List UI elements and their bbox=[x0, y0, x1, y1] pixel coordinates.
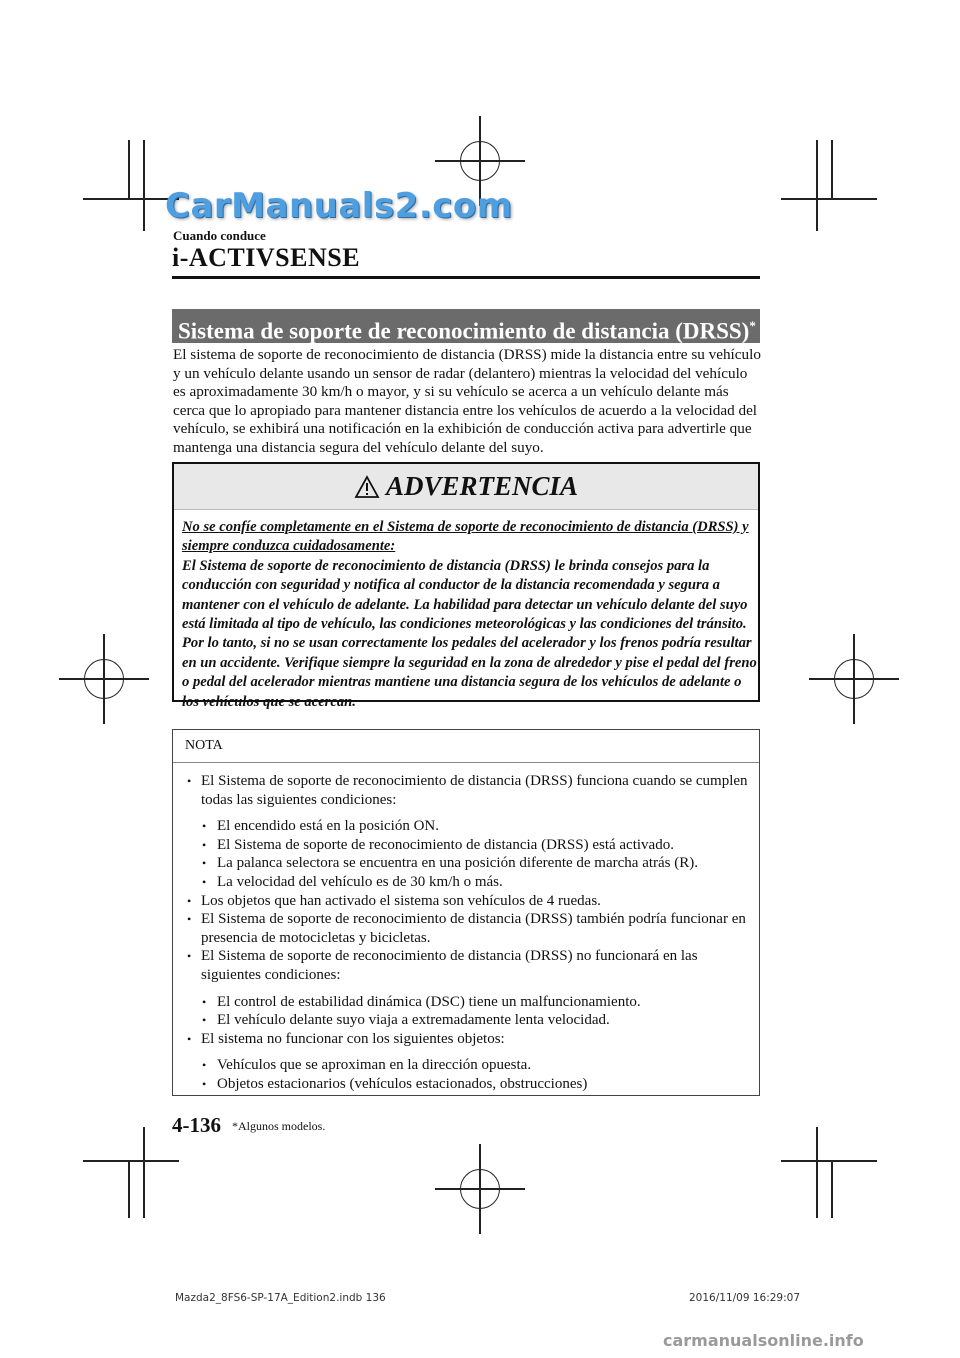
note-body bbox=[173, 763, 759, 1094]
crop-mark bbox=[831, 140, 833, 198]
header-rule bbox=[172, 276, 760, 279]
note-box bbox=[172, 729, 760, 1096]
note-subitem: • El encendido está en la posición ON. bbox=[173, 817, 759, 836]
crop-mark bbox=[781, 1160, 877, 1162]
warning-box bbox=[172, 462, 760, 710]
topic-heading-text: Sistema de soporte de reconocimiento de distancia (DRSS) bbox=[178, 318, 750, 344]
registration-mark bbox=[435, 1144, 525, 1234]
crop-mark bbox=[143, 1127, 145, 1218]
note-subitem: • Objetos estacionarios (vehículos estacionados, obstrucciones) bbox=[173, 1075, 759, 1094]
note-subitem: • El vehículo delante suyo viaja a extremadamente lenta velocidad. bbox=[173, 1011, 759, 1030]
crop-mark bbox=[128, 140, 130, 198]
intro-paragraph: El sistema de soporte de reconocimiento de distancia (DRSS) mide la distancia entre su vehículo y un vehículo delante usando un sensor de radar (delantero) mientras la velocidad del vehículo es aproximadamente 30 km/h o mayor, y si su vehículo se acerca a un vehículo delante más cerca que lo apropiado para mantener distancia entre los vehículos de acuerdo a la velocidad del vehículo, se exhibirá una notificación en la exhibición de conducción activa para advertirle que mantenga una distancia segura del vehículo delante del suyo. bbox=[173, 346, 761, 456]
note-item: • El sistema no funcionar con los siguientes objetos: bbox=[173, 1030, 759, 1049]
warning-triangle-icon bbox=[354, 475, 380, 499]
registration-mark bbox=[809, 634, 899, 724]
watermark-logo: CarManuals2.com bbox=[165, 186, 513, 226]
note-subitem: • La palanca selectora se encuentra en una posición diferente de marcha atrás (R). bbox=[173, 854, 759, 873]
footnote: *Algunos modelos. bbox=[232, 1119, 326, 1133]
warning-text: El Sistema de soporte de reconocimiento de distancia (DRSS) le brinda consejos para la conducción con seguridad y notifica al conductor de la distancia recomendada y segura a mantener con el vehículo de adelante. La habilidad para detectar un vehículo delante del suyo está limitada al tipo de vehículo, las condiciones meteorológicas y las condiciones del tránsito. Por lo tanto, si no se usan correctamente los pedales del acelerador y los frenos podría resultar en un accidente. Verifique siempre la seguridad en la zona de alrededor y pise el pedal del freno o pedal del acelerador mientras mantiene una distancia segura de los vehículos de adelante o los vehículos que se acercan. bbox=[182, 557, 757, 710]
note-item: • El Sistema de soporte de reconocimiento de distancia (DRSS) también podría funcionar en presencia de motocicletas y bicicletas. bbox=[173, 910, 759, 947]
warning-body bbox=[174, 510, 758, 712]
note-subitem: • El Sistema de soporte de reconocimiento de distancia (DRSS) está activado. bbox=[173, 836, 759, 855]
crop-mark bbox=[143, 140, 145, 231]
crop-mark bbox=[128, 1160, 130, 1218]
note-subitem: • La velocidad del vehículo es de 30 km/h o más. bbox=[173, 873, 759, 892]
section-subtitle: Cuando conduce bbox=[173, 228, 266, 243]
note-subitem: • El control de estabilidad dinámica (DSC) tiene un malfuncionamiento. bbox=[173, 993, 759, 1012]
note-subitem: • Vehículos que se aproximan en la dirección opuesta. bbox=[173, 1056, 759, 1075]
page-number: 4-136 bbox=[172, 1113, 221, 1137]
section-title: i-ACTIVSENSE bbox=[172, 243, 361, 272]
crop-mark bbox=[781, 198, 877, 200]
print-date: 2016/11/09 16:29:07 bbox=[689, 1292, 801, 1304]
note-title: NOTA bbox=[173, 730, 759, 763]
crop-mark bbox=[816, 1127, 818, 1218]
crop-mark bbox=[816, 140, 818, 231]
topic-heading bbox=[172, 309, 760, 343]
warning-lead: No se confíe completamente en el Sistema de soporte de reconocimiento de distancia (DRSS) y siempre conduzca cuidadosamente: bbox=[182, 519, 749, 555]
crop-mark bbox=[83, 1160, 179, 1162]
warning-title: ADVERTENCIA bbox=[385, 471, 579, 501]
note-item: • El Sistema de soporte de reconocimiento de distancia (DRSS) funciona cuando se cumplen todas las siguientes condiciones: bbox=[173, 772, 759, 809]
registration-mark bbox=[59, 634, 149, 724]
note-item: • El Sistema de soporte de reconocimiento de distancia (DRSS) no funcionará en las siguientes condiciones: bbox=[173, 947, 759, 984]
footer-watermark: carmanualsonline.info bbox=[663, 1331, 864, 1350]
print-file-info: Mazda2_8FS6-SP-17A_Edition2.indb 136 bbox=[175, 1292, 386, 1304]
warning-header bbox=[174, 464, 758, 510]
model-asterisk: * bbox=[749, 318, 756, 333]
note-item: • Los objetos que han activado el sistema son vehículos de 4 ruedas. bbox=[173, 892, 759, 911]
crop-mark bbox=[831, 1160, 833, 1218]
